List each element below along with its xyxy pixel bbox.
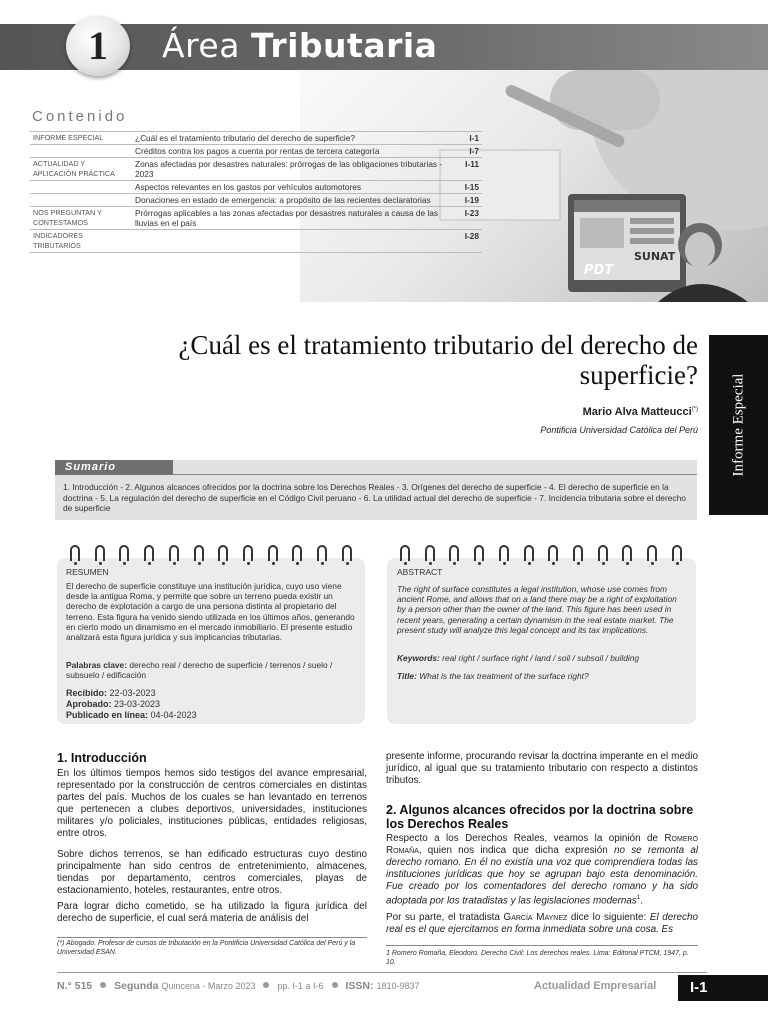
author-name: Mario Alva Matteucci bbox=[582, 406, 692, 418]
abstract-keywords-label: Keywords: bbox=[397, 653, 440, 663]
published-value: 04-04-2023 bbox=[150, 710, 197, 720]
footnote-rule bbox=[386, 945, 698, 946]
footer-issn: 1810-9837 bbox=[376, 981, 420, 991]
contents-page: I-11 bbox=[452, 158, 482, 181]
p6-quote: El derecho real es el que ejercitamos en forma inmediata sobre una cosa. Es bbox=[386, 912, 698, 935]
author-footnote-mark: (*) bbox=[691, 406, 698, 413]
spiral-coil-icon bbox=[647, 545, 657, 561]
spiral-coil-icon bbox=[218, 545, 228, 561]
published-date bbox=[66, 710, 358, 721]
contents-item: Donaciones en estado de emergencia: a propósito de las recientes declaratorias bbox=[132, 194, 452, 207]
p5-intro: Respecto a los Derechos Reales, veamos la opinión de bbox=[386, 833, 665, 844]
p6-intro: Por su parte, el tratadista bbox=[386, 912, 504, 923]
summary-text: 1. Introducción - 2. Algunos alcances ofrecidos por la doctrina sobre los Derechos Reales - 3. Orígenes del derecho de superficie - 4. El derecho de superficie en la doctrina - 5. La regulación del derecho de superficie en el Código Civil peruano - 6. La utilidad actual del derecho de superficie - 7. Incidencia tributaria sobre el derecho de superficie bbox=[63, 482, 686, 513]
footer-issn-label: ISSN: bbox=[345, 980, 374, 992]
spiral-coil-icon bbox=[449, 545, 459, 561]
body-paragraph: En los últimos tiempos hemos sido testigos del avance empresarial, representado por la construcción de centros comerciales en distintas partes del país. Muchos de los cuales se han levantado en terrenos que pertenecen a clubes deportivos, universidades, instituciones militares y/o policiales, instituciones públicas, entidades religiosas, entre otros. bbox=[57, 768, 367, 839]
footer-issue: N.° 515 bbox=[57, 980, 93, 992]
footer-page-number: I-1 bbox=[678, 975, 768, 1001]
screen-label-pdt: PDT bbox=[584, 263, 614, 278]
spiral-coil-icon bbox=[573, 545, 583, 561]
spiral-coil-icon bbox=[243, 545, 253, 561]
resumen-spiral-binding bbox=[70, 545, 352, 563]
heading-derechos-reales: 2. Algunos alcances ofrecidos por la doctrina sobre los Derechos Reales bbox=[386, 803, 694, 831]
section-title-bold: Tributaria bbox=[250, 26, 438, 65]
screen-row bbox=[630, 218, 674, 224]
contents-section bbox=[30, 194, 132, 207]
spiral-coil-icon bbox=[474, 545, 484, 561]
footer-brand: Actualidad Empresarial bbox=[534, 980, 657, 992]
abstract-title-text: What is the tax treatment of the surface right? bbox=[419, 671, 589, 681]
resumen-body: El derecho de superficie constituye una institución jurídica, cuyo uso viene desde la antigua Roma, y permite que sobre un terreno pueda existir un derecho de explotación a cargo de una persona distinta al propietario del terreno. Esta figura ha venido siendo utilizada en los últimos años, generando en cierto modo un dinamismo en el mercado inmobiliario. El presente estudio analizará esta figura jurídica y sus implicancias tributarias. bbox=[66, 581, 355, 643]
body-paragraph: Sobre dichos terrenos, se han edificado estructuras cuyo destino principalmente han sido centros de entretenimiento, almacenes, tiendas por departamento, centros comerciales, playas de estacionamiento, hoteles, restaurantes, entre otros. bbox=[57, 849, 367, 896]
article-author bbox=[440, 406, 698, 418]
contents-row bbox=[30, 194, 482, 207]
contents-row bbox=[30, 158, 482, 181]
contents-page: I-7 bbox=[452, 145, 482, 158]
abstract-title-label: Title: bbox=[397, 671, 417, 681]
contents-page: I-28 bbox=[452, 230, 482, 253]
resumen-keywords-text: derecho real / derecho de superficie / terrenos / suelo / subsuelo / edificación bbox=[66, 660, 333, 681]
footer-pages: pp. I-1 a I-6 bbox=[277, 981, 324, 991]
contents-section: NOS PREGUNTAN Y CONTESTAMOS bbox=[30, 207, 132, 230]
resumen-dates bbox=[66, 688, 358, 721]
contents-title: Contenido bbox=[32, 108, 128, 125]
body-paragraph: Para lograr dicho cometido, se ha utilizado la figura jurídica del derecho de superficie, el cual será materia de análisis del bbox=[57, 901, 367, 924]
resumen-keywords bbox=[66, 660, 358, 680]
screen-panel bbox=[580, 218, 624, 248]
contents-section: INDICADORES TRIBUTARIOS bbox=[30, 230, 132, 253]
p6-mid: dice lo siguiente: bbox=[567, 912, 650, 923]
contents-page: I-1 bbox=[452, 132, 482, 145]
contents-section: INFORME ESPECIAL bbox=[30, 132, 132, 145]
author-affiliation: Pontificia Universidad Católica del Perú bbox=[540, 425, 698, 435]
contents-row bbox=[30, 181, 482, 194]
p5-end: . bbox=[640, 894, 643, 906]
contents-section bbox=[30, 145, 132, 158]
abstract-title bbox=[397, 671, 687, 681]
contents-table bbox=[30, 131, 482, 253]
spiral-coil-icon bbox=[548, 545, 558, 561]
received-label: Recibido: bbox=[66, 688, 108, 698]
screen-label-sunat: SUNAT bbox=[634, 250, 676, 263]
spiral-coil-icon bbox=[400, 545, 410, 561]
section-number-badge: 1 bbox=[66, 16, 130, 76]
resumen-keywords-label: Palabras clave: bbox=[66, 660, 127, 670]
spiral-coil-icon bbox=[317, 545, 327, 561]
footer-fortnight-bold: Segunda bbox=[114, 980, 159, 992]
abstract-note-card bbox=[387, 558, 696, 724]
screen-row bbox=[630, 238, 674, 244]
abstract-keywords-text: real right / surface right / land / soil / subsoil / building bbox=[442, 653, 640, 663]
body-paragraph bbox=[386, 912, 698, 936]
contents-row bbox=[30, 207, 482, 230]
p5-quote: no se remonta al derecho romano. En él no existía una voz que comprendiera todas las instituciones jurídicas que hoy se agrupan bajo esta denominación. Fue creado por los comentadores del derecho romano y ha sido adoptada por los tratadistas y las legislaciones modernas bbox=[386, 844, 699, 906]
footnote-rule bbox=[57, 937, 367, 938]
cited-author: Romero Romaña bbox=[386, 833, 698, 856]
contents-item: Créditos contra los pagos a cuenta por rentas de tercera categoría bbox=[132, 145, 452, 158]
spiral-coil-icon bbox=[144, 545, 154, 561]
footnote-ref: 1 bbox=[636, 894, 641, 901]
p5-mid: , quien nos indica que dicha expresión bbox=[418, 844, 614, 856]
bullet-icon bbox=[332, 982, 338, 988]
screen-titlebar bbox=[574, 200, 680, 212]
spiral-coil-icon bbox=[169, 545, 179, 561]
summary-label: Sumario bbox=[55, 460, 173, 475]
footnote-1: 1 Romero Romaña, Eleodoro. Derecho Civil: Los derechos reales. Lima: Editorial PTCM, 1947, p. 10. bbox=[386, 950, 689, 966]
spiral-coil-icon bbox=[598, 545, 608, 561]
spiral-coil-icon bbox=[342, 545, 352, 561]
received-date bbox=[66, 688, 358, 699]
body-paragraph: presente informe, procurando revisar la doctrina imperante en el medio jurídico, al igual que su tratamiento tributario con respecto a distintos tributos. bbox=[386, 751, 698, 786]
approved-date bbox=[66, 699, 358, 710]
contents-item: ¿Cuál es el tratamiento tributario del derecho de superficie? bbox=[132, 132, 452, 145]
contents-item bbox=[132, 230, 452, 253]
screen-row bbox=[630, 228, 674, 234]
contents-page: I-23 bbox=[452, 207, 482, 230]
side-tab-label: Informe Especial bbox=[730, 373, 746, 477]
bullet-icon bbox=[263, 982, 269, 988]
contents-section bbox=[30, 181, 132, 194]
spiral-coil-icon bbox=[95, 545, 105, 561]
contents-item: Zonas afectadas por desastres naturales: prórrogas de las obligaciones tributarias - 2023 bbox=[132, 158, 452, 181]
section-title-light: Área bbox=[162, 26, 240, 65]
abstract-spiral-binding bbox=[400, 545, 682, 563]
bullet-icon bbox=[100, 982, 106, 988]
heading-introduccion: 1. Introducción bbox=[57, 751, 147, 765]
approved-value: 23-03-2023 bbox=[114, 699, 161, 709]
contents-table-body bbox=[30, 132, 482, 253]
article-title: ¿Cuál es el tratamiento tributario del derecho de superficie? bbox=[178, 330, 698, 390]
contents-row bbox=[30, 132, 482, 145]
resumen-heading: RESUMEN bbox=[66, 567, 109, 577]
contents-item: Prórrogas aplicables a las zonas afectadas por desastres naturales a causa de las lluvias en el país bbox=[132, 207, 452, 230]
spiral-coil-icon bbox=[119, 545, 129, 561]
contents-item: Aspectos relevantes en los gastos por vehículos automotores bbox=[132, 181, 452, 194]
cited-author: García Maynez bbox=[503, 912, 568, 923]
person-face bbox=[685, 232, 715, 268]
spiral-coil-icon bbox=[425, 545, 435, 561]
abstract-keywords bbox=[397, 653, 687, 663]
spiral-coil-icon bbox=[622, 545, 632, 561]
contents-row bbox=[30, 230, 482, 253]
contents-page: I-15 bbox=[452, 181, 482, 194]
spiral-coil-icon bbox=[292, 545, 302, 561]
section-side-tab bbox=[709, 335, 768, 515]
section-title bbox=[162, 26, 437, 65]
abstract-heading: ABSTRACT bbox=[397, 567, 443, 577]
footer-fortnight: Quincena - Marzo 2023 bbox=[161, 981, 256, 991]
abstract-body: The right of surface constitutes a legal institution, whose use comes from ancient Rome, and allows that on a land there may be a right of exploitation by a person other than the owner of the land. This figure has been used in recent years, generating a certain dynamism in the real estate market. The present study will analyze this legal concept and its tax implications. bbox=[397, 584, 677, 635]
body-paragraph bbox=[386, 833, 698, 907]
contents-section: ACTUALIDAD Y APLICACIÓN PRÁCTICA bbox=[30, 158, 132, 181]
footer-rule bbox=[57, 972, 707, 973]
contents-page: I-19 bbox=[452, 194, 482, 207]
published-label: Publicado en línea: bbox=[66, 710, 149, 720]
received-value: 22-03-2023 bbox=[109, 688, 156, 698]
spiral-coil-icon bbox=[194, 545, 204, 561]
summary-rule bbox=[173, 474, 697, 475]
footnote-author: (*) Abogado. Profesor de cursos de tributación en la Pontificia Universidad Católica del Perú y la Universidad ESAN. bbox=[57, 940, 356, 956]
approved-label: Aprobado: bbox=[66, 699, 112, 709]
contents-row bbox=[30, 145, 482, 158]
spiral-coil-icon bbox=[268, 545, 278, 561]
spiral-coil-icon bbox=[70, 545, 80, 561]
spiral-coil-icon bbox=[499, 545, 509, 561]
spiral-coil-icon bbox=[524, 545, 534, 561]
spiral-coil-icon bbox=[672, 545, 682, 561]
